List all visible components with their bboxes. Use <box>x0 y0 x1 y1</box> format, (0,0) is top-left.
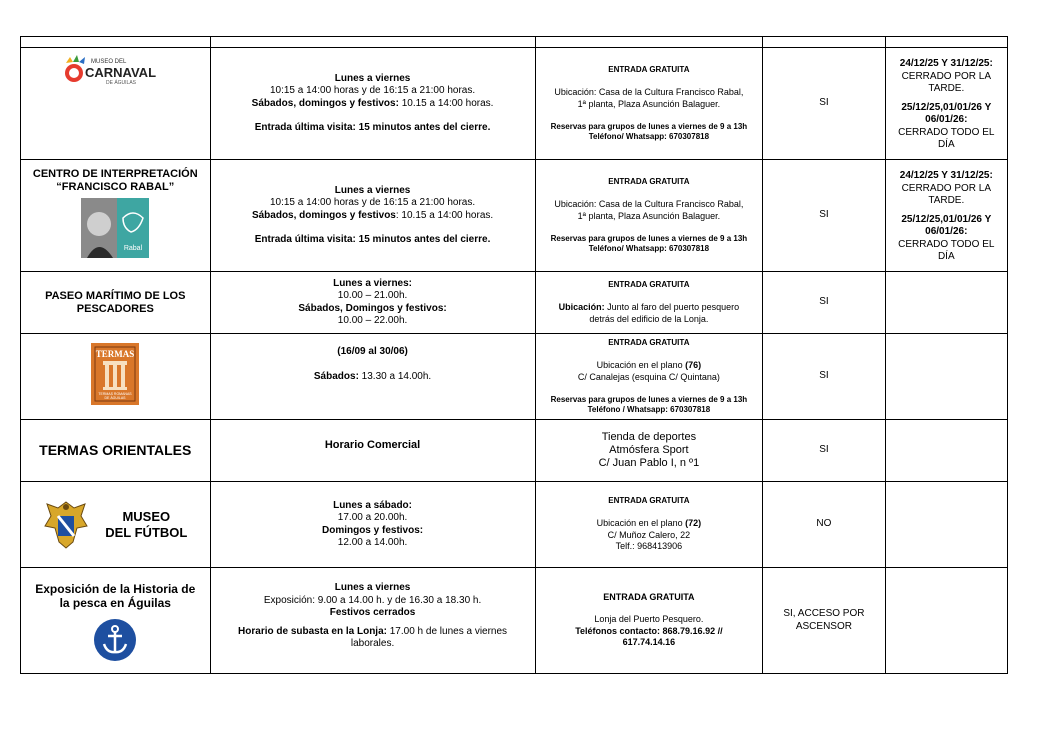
entry-title: ENTRADA GRATUITA <box>608 496 690 506</box>
closures-cell: 24/12/25 Y 31/12/25: CERRADO POR LA TARDE. 25/12/25,01/01/26 Y 06/01/26: CERRADO TODO EL DÍA <box>885 48 1007 160</box>
access-cell: SI <box>763 272 885 334</box>
location-line: C/ Muñoz Calero, 22 <box>607 529 691 540</box>
football-club-crest-icon <box>43 498 89 552</box>
reservation-phone: Teléfono/ Whatsapp: 670307818 <box>588 132 710 141</box>
reservation-line: Reservas para grupos de lunes a viernes de 9 a 13h <box>550 395 748 404</box>
entry-cell <box>535 334 763 420</box>
place-cell <box>21 482 211 568</box>
place-cell <box>21 160 211 272</box>
closures-cell <box>885 272 1007 334</box>
place-name: CENTRO DE INTERPRETACIÓN <box>32 168 198 181</box>
entry-cell: Tienda de deportes Atmósfera Sport C/ Juan Pablo I, n º1 <box>535 420 763 482</box>
francisco-rabal-logo <box>81 198 149 258</box>
place-name: MUSEO <box>122 508 171 524</box>
location-line: 1ª planta, Plaza Asunción Balaguer. <box>577 210 721 221</box>
entry-title: ENTRADA GRATUITA <box>608 177 690 186</box>
location-line: Ubicación en el plano (76) <box>596 360 702 370</box>
entry-title: ENTRADA GRATUITA <box>603 592 695 603</box>
schedule-table <box>20 36 1008 674</box>
phone-line: Telf.: 968413906 <box>615 541 683 552</box>
closures-cell: 24/12/25 Y 31/12/25: CERRADO POR LA TARDE. 25/12/25,01/01/26 Y 06/01/26: CERRADO TODO EL DÍA <box>885 160 1007 272</box>
place-name: la pesca en Águilas <box>59 596 171 610</box>
place-cell <box>21 48 211 160</box>
schedule-weekend: Sábados, domingos y festivos: 10.15 a 14:00 horas. <box>251 97 494 109</box>
entry-cell <box>535 160 763 272</box>
logo-main-text: CARNAVAL <box>85 65 157 81</box>
entry-title: ENTRADA GRATUITA <box>608 338 690 347</box>
last-visit-note: Entrada última visita: 15 minutos antes del cierre. <box>254 234 491 245</box>
reservation-line: Reservas para grupos de lunes a viernes de 9 a 13h <box>550 234 748 243</box>
entry-cell <box>535 482 763 568</box>
schedule-title: Lunes a viernes <box>334 184 411 196</box>
place-name: DEL FÚTBOL <box>105 524 188 540</box>
entry-cell <box>535 272 763 334</box>
location-line: Ubicación en el plano (72) <box>596 518 702 529</box>
column-icon <box>103 361 127 390</box>
place-name: TERMAS ORIENTALES <box>39 442 192 458</box>
location-line: Ubicación: Casa de la Cultura Francisco Rabal, <box>554 87 744 97</box>
termas-logo-sub: TERMAS ROMANAS <box>98 392 132 397</box>
closures-cell <box>885 482 1007 568</box>
location-line: Ubicación: Casa de la Cultura Francisco Rabal, <box>554 199 744 209</box>
entry-cell <box>535 48 763 160</box>
reservation-phone: Teléfono / Whatsapp: 670307818 <box>587 405 711 414</box>
termas-logo <box>91 343 139 405</box>
header-row <box>21 37 1008 48</box>
table-row <box>21 48 1008 160</box>
location-line: C/ Canalejas (esquina C/ Quintana) <box>577 371 720 382</box>
schedule-cell <box>210 48 535 160</box>
place-name: “FRANCISCO RABAL” <box>56 181 175 194</box>
location-line: detrás del edificio de la Lonja. <box>589 313 709 324</box>
schedule-cell <box>210 160 535 272</box>
entry-cell <box>535 568 763 674</box>
table-row <box>21 334 1008 420</box>
access-cell: SI <box>763 334 885 420</box>
schedule-cell: Lunes a viernes: 10.00 – 21.00h. Sábados, Domingos y festivos: 10.00 – 22.00h. <box>210 272 535 334</box>
entry-title: ENTRADA GRATUITA <box>608 65 690 74</box>
phone-line: Teléfonos contacto: 868.79.16.92 // <box>575 625 723 636</box>
table-row <box>21 568 1008 674</box>
access-cell: SI, ACCESO POR ASCENSOR <box>763 568 885 674</box>
rabal-logo-text: Rabal <box>124 245 143 253</box>
reservation-phone: Teléfono/ Whatsapp: 670307818 <box>588 244 710 253</box>
logo-top-text: MUSEO DEL <box>91 59 127 66</box>
reservation-line: Reservas para grupos de lunes a viernes de 9 a 13h <box>550 122 748 131</box>
entry-title: ENTRADA GRATUITA <box>608 280 690 289</box>
termas-logo-sub: DE ÁGUILAS <box>104 396 126 401</box>
access-cell: SI <box>763 160 885 272</box>
place-cell <box>21 420 211 482</box>
place-name: PESCADORES <box>76 302 154 315</box>
table-row <box>21 482 1008 568</box>
museo-carnaval-logo <box>60 53 170 89</box>
schedule-cell: Lunes a viernes Exposición: 9.00 a 14.00 h. y de 16.30 a 18.30 h. Festivos cerrados Horario de subasta en la Lonja: 17.00 h de lunes a viernes laborales. <box>210 568 535 674</box>
carnaval-mask-icon <box>65 55 85 82</box>
place-cell <box>21 334 211 420</box>
place-name: Exposición de la Historia de <box>35 582 196 596</box>
access-cell: NO <box>763 482 885 568</box>
closures-cell <box>885 420 1007 482</box>
closures-cell <box>885 568 1007 674</box>
schedule-cell: (16/09 al 30/06) Sábados: 13.30 a 14.00h. <box>210 334 535 420</box>
last-visit-note: Entrada última visita: 15 minutos antes del cierre. <box>254 122 491 133</box>
location-line: Ubicación: Junto al faro del puerto pesquero <box>558 302 740 312</box>
logo-sub-text: DE ÁGUILAS <box>106 80 137 87</box>
place-cell <box>21 272 211 334</box>
schedule-weekend: Sábados, domingos y festivos: 10.15 a 14:00 horas. <box>251 209 494 221</box>
place-name: PASEO MARÍTIMO DE LOS <box>45 289 186 302</box>
location-line: 1ª planta, Plaza Asunción Balaguer. <box>577 98 721 109</box>
closures-cell <box>885 334 1007 420</box>
table-row <box>21 160 1008 272</box>
access-cell: SI <box>763 420 885 482</box>
schedule-hours: 10:15 a 14:00 horas y de 16:15 a 21:00 horas. <box>269 85 476 96</box>
access-cell: SI <box>763 48 885 160</box>
table-row <box>21 272 1008 334</box>
place-cell <box>21 568 211 674</box>
location-line: Lonja del Puerto Pesquero. <box>594 614 704 625</box>
schedule-title: Lunes a viernes <box>334 72 411 84</box>
phone-line: 617.74.14.16 <box>622 637 676 648</box>
table-row <box>21 420 1008 482</box>
termas-logo-title: TERMAS <box>96 349 135 360</box>
schedule-cell: Horario Comercial <box>210 420 535 482</box>
anchor-icon <box>93 618 137 662</box>
schedule-cell: Lunes a sábado: 17.00 a 20.00h. Domingos y festivos: 12.00 a 14.00h. <box>210 482 535 568</box>
schedule-hours: 10:15 a 14:00 horas y de 16:15 a 21:00 horas. <box>269 197 476 208</box>
